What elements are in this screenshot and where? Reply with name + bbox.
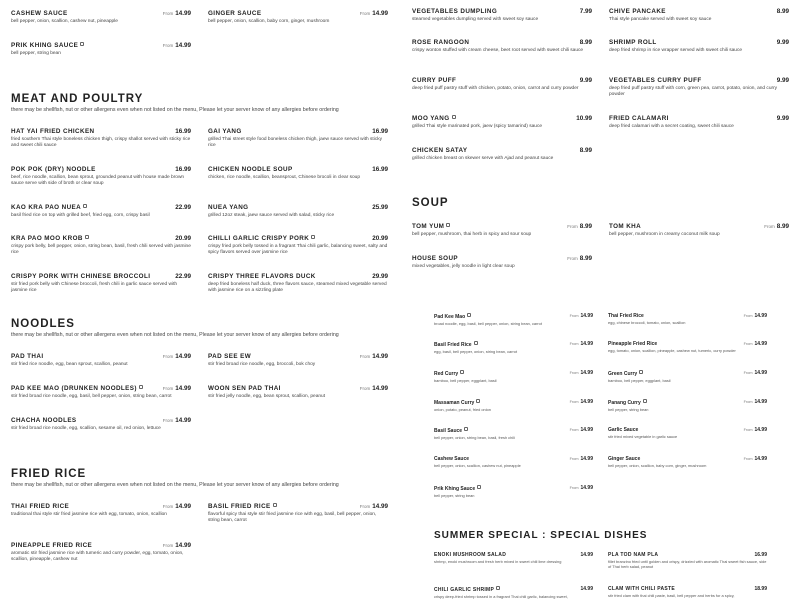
menu-item[interactable] bbox=[11, 203, 191, 219]
item-description: bell pepper, string bean bbox=[608, 407, 649, 412]
item-description: stir fried jelly noodle, egg, bean sprout, scallion, peanut bbox=[208, 394, 326, 399]
image-icon bbox=[476, 399, 480, 403]
image-icon bbox=[496, 586, 500, 590]
item-description: aromatic stir fried jasmine rice with tumeric and curry powder, egg, tomato, onion, scallion, pineapple, cashew nut bbox=[11, 551, 184, 563]
item-price: From 14.99 bbox=[569, 399, 593, 405]
item-name: CASHEW SAUCE bbox=[11, 10, 68, 17]
item-name: Ginger Sauce bbox=[608, 456, 641, 462]
item-price: 25.99 bbox=[372, 204, 388, 211]
item-price: 20.99 bbox=[175, 235, 191, 242]
item-description: crispy deep-fried shrimp tossed in a fragrant Thai chili garlic, balancing sweet, bbox=[434, 594, 568, 599]
menu-item[interactable] bbox=[11, 352, 191, 368]
menu-item[interactable] bbox=[608, 427, 767, 439]
item-price: 16.99 bbox=[175, 128, 191, 135]
item-name: Green Curry bbox=[608, 370, 767, 378]
item-description: deep fried boneless half duck, three flavors sauce, steamed mixed vegetable served with jasmine rice on a sizzling plate bbox=[208, 282, 387, 294]
item-price: From 14.99 bbox=[743, 341, 767, 347]
item-name: VEGETABLES DUMPLING bbox=[412, 8, 498, 15]
item-price: From 14.99 bbox=[743, 456, 767, 462]
menu-item[interactable] bbox=[11, 127, 191, 150]
item-description: mixed vegetables, jelly noodle in light clear soup bbox=[412, 264, 515, 269]
menu-item[interactable] bbox=[608, 341, 767, 353]
menu-item[interactable] bbox=[434, 586, 593, 599]
item-price: From 14.99 bbox=[359, 385, 388, 392]
item-description: bell pepper, onion, scallion, cashew nut, pineapple bbox=[434, 463, 521, 468]
item-description: bell pepper, mushroom, thai herb in spicy and sour soup bbox=[412, 232, 532, 237]
item-description: stir fried broad rice noodle, egg, basil, bell pepper, onion, string bean, carrot bbox=[11, 394, 172, 399]
item-price: From 14.99 bbox=[743, 370, 767, 376]
item-description: crispy pork belly, bell pepper, onion, string bean, basil, fresh chili served with jasmine rice bbox=[11, 244, 191, 256]
item-price: From 14.99 bbox=[569, 456, 593, 462]
section-title-summer-special: SUMMER SPECIAL : SPECIAL DISHES bbox=[434, 530, 648, 541]
item-name: TOM YUM bbox=[412, 222, 592, 231]
item-price: 8.99 bbox=[776, 8, 789, 15]
item-name: Basil Fried Rice bbox=[434, 341, 593, 349]
item-name: CHACHA NOODLES bbox=[11, 417, 77, 424]
menu-item[interactable] bbox=[434, 552, 593, 564]
item-name: CHICKEN SATAY bbox=[412, 147, 468, 154]
item-name: WOON SEN PAD THAI bbox=[208, 385, 281, 392]
item-name: GAI YANG bbox=[208, 128, 242, 135]
image-icon bbox=[311, 235, 315, 239]
menu-item[interactable] bbox=[434, 456, 593, 468]
item-name: CHILLI GARLIC CRISPY PORK bbox=[208, 234, 388, 243]
item-price: 8.99 bbox=[579, 39, 592, 46]
menu-item[interactable] bbox=[208, 272, 388, 295]
item-name: Basil Sauce bbox=[434, 427, 593, 435]
item-price: 22.99 bbox=[175, 204, 191, 211]
menu-item[interactable] bbox=[208, 165, 388, 181]
image-icon bbox=[460, 370, 464, 374]
item-name: MOO YANG bbox=[412, 114, 592, 123]
item-price: 16.99 bbox=[175, 166, 191, 173]
item-name: PINEAPPLE FRIED RICE bbox=[11, 542, 93, 549]
item-name: NUEA YANG bbox=[208, 204, 249, 211]
menu-item[interactable] bbox=[11, 416, 191, 432]
item-name: PLA TOD NAM PLA bbox=[608, 552, 659, 558]
item-price: From 14.99 bbox=[359, 353, 388, 360]
item-price: From 14.99 bbox=[162, 385, 191, 392]
item-name: Garlic Sauce bbox=[608, 427, 639, 433]
menu-item[interactable] bbox=[11, 502, 191, 518]
item-name: CHILI GARLIC SHRIMP bbox=[434, 586, 593, 594]
item-description: fillet branzino fried until golden and crispy, drizzled with aromatic Thai sweet fish sauce, side of Thai herb salad, peanut bbox=[608, 559, 767, 570]
item-description: bell pepper, string bean bbox=[434, 493, 475, 498]
image-icon bbox=[477, 485, 481, 489]
item-price: From 8.99 bbox=[567, 255, 592, 262]
item-description: fried southern Thai style boneless chicken thigh, crispy shallot served with sticky rice and sweet chili sauce bbox=[11, 137, 191, 149]
menu-item[interactable] bbox=[208, 127, 388, 150]
menu-item[interactable] bbox=[11, 272, 191, 295]
allergy-note: there may be shellfish, nut or other allergens even when not listed on the menu, Please let your server know of any allergies before ordering bbox=[11, 107, 339, 113]
image-icon bbox=[643, 399, 647, 403]
item-description: deep fried calamari with a secret coating, sweet chili sauce bbox=[609, 124, 734, 129]
menu-item[interactable] bbox=[412, 76, 592, 92]
item-name: Massaman Curry bbox=[434, 399, 593, 407]
menu-item[interactable] bbox=[11, 165, 191, 188]
item-name: KRA PAO MOO KROB bbox=[11, 234, 191, 243]
item-name: PAD THAI bbox=[11, 353, 44, 360]
section-title-meat: MEAT AND POULTRY bbox=[11, 93, 144, 105]
item-name: BASIL FRIED RICE bbox=[208, 502, 388, 511]
item-description: stir fried mixed vegetable in garlic sauce bbox=[608, 434, 678, 439]
item-price: 16.99 bbox=[372, 128, 388, 135]
item-name: CURRY PUFF bbox=[412, 77, 457, 84]
item-description: egg, basil, bell pepper, onion, string bean, carrot bbox=[434, 349, 518, 354]
item-description: bell pepper, onion, scallion, cashew nut, pineapple bbox=[11, 19, 118, 24]
item-description: bamboo, bell pepper, eggplant, basil bbox=[434, 378, 497, 383]
item-price: 10.99 bbox=[576, 115, 592, 122]
menu-item[interactable] bbox=[208, 502, 388, 525]
item-description: egg, chinese broccoli, tomato, onion, scallion bbox=[608, 320, 686, 325]
menu-item[interactable] bbox=[434, 399, 593, 412]
item-description: bell pepper, string bean bbox=[11, 51, 61, 56]
image-icon bbox=[83, 204, 87, 208]
item-name: HAT YAI FRIED CHICKEN bbox=[11, 128, 95, 135]
image-icon bbox=[446, 223, 450, 227]
item-description: shrimp, enoki mushroom and fresh herb mixed in sweet chili lime dressing bbox=[434, 559, 562, 564]
menu-item[interactable] bbox=[208, 234, 388, 257]
item-price: 9.99 bbox=[776, 115, 789, 122]
item-price: From 14.99 bbox=[162, 503, 191, 510]
menu-item[interactable] bbox=[608, 370, 767, 383]
item-price: From 14.99 bbox=[569, 370, 593, 376]
menu-item[interactable] bbox=[434, 313, 593, 326]
item-description: bell pepper, mushroom in creamy coconut milk soup bbox=[609, 232, 720, 237]
menu-item[interactable] bbox=[11, 41, 191, 57]
item-description: beef, rice noodle, scallion, bean sprout, grounded peanut with house made brown sauce serve with side of broth or clear soup bbox=[11, 175, 185, 187]
item-price: 9.99 bbox=[776, 77, 789, 84]
menu-item[interactable] bbox=[412, 146, 592, 162]
item-price: 14.99 bbox=[580, 552, 593, 558]
section-title-noodles: NOODLES bbox=[11, 318, 75, 330]
item-price: From 14.99 bbox=[743, 399, 767, 405]
item-name: PRIK KHING SAUCE bbox=[11, 41, 191, 50]
item-description: bell pepper, onion, scallion, baby corn, ginger, mushroom bbox=[608, 463, 707, 468]
item-price: 16.99 bbox=[372, 166, 388, 173]
menu-item[interactable] bbox=[609, 7, 789, 23]
item-name: Pad Kee Mao bbox=[434, 313, 593, 321]
menu-item[interactable] bbox=[412, 38, 592, 54]
image-icon bbox=[474, 341, 478, 345]
item-price: From 14.99 bbox=[743, 313, 767, 319]
item-description: steamed vegetables dumpling served with sweet soy sauce bbox=[412, 17, 539, 22]
item-description: grilled 12oz steak, jaew sauce served with salad, sticky rice bbox=[208, 213, 335, 218]
item-description: egg, tomato, onion, scallion, pineapple, cashew nut, tumeric, curry powder bbox=[608, 348, 736, 353]
item-description: grilled Thai street style food boneless chicken thigh, jaew sauce served with sticky rice bbox=[208, 137, 383, 149]
menu-item[interactable] bbox=[434, 341, 593, 354]
item-name: PAD SEE EW bbox=[208, 353, 252, 360]
item-name: POK POK (DRY) NOODLE bbox=[11, 166, 96, 173]
item-description: grilled chicken breast on skewer serve with Ajad and peanut sauce bbox=[412, 156, 554, 161]
item-name: Red Curry bbox=[434, 370, 593, 378]
section-title-soup: SOUP bbox=[412, 197, 449, 209]
item-description: bell pepper, onion, scallion, baby corn, ginger, mushroom bbox=[208, 19, 330, 24]
menu-item[interactable] bbox=[608, 586, 767, 598]
menu-item[interactable] bbox=[412, 7, 592, 23]
menu-item[interactable] bbox=[608, 313, 767, 325]
image-icon bbox=[85, 235, 89, 239]
item-price: From 8.99 bbox=[567, 223, 592, 230]
image-icon bbox=[639, 370, 643, 374]
item-price: 20.99 bbox=[372, 235, 388, 242]
item-description: deep fried puff pastry stuff with corn, green pea, carrot, potato, onion, and curry powder bbox=[609, 86, 778, 98]
image-icon bbox=[452, 115, 456, 119]
item-name: ROSE RANGOON bbox=[412, 39, 470, 46]
menu-item[interactable] bbox=[208, 384, 388, 400]
menu-item[interactable] bbox=[412, 254, 592, 270]
allergy-note: there may be shellfish, nut or other allergens even when not listed on the menu, Please let your server know of any allergies before ordering bbox=[11, 482, 339, 488]
item-name: Thai Fried Rice bbox=[608, 313, 644, 319]
item-name: CRISPY PORK WITH CHINESE BROCCOLI bbox=[11, 273, 151, 280]
item-price: 14.99 bbox=[580, 586, 593, 592]
menu-item[interactable] bbox=[434, 485, 593, 498]
menu-item[interactable] bbox=[11, 234, 191, 257]
item-description: crispy fried pork belly tossed in a fragrant Thai chili garlic, balancing sweet, salty and spicy flavors served over jasmine rice bbox=[208, 244, 388, 256]
item-description: traditional thai style stir fried jasmine rice with egg, tomato, onion, scallion bbox=[11, 512, 167, 517]
item-name: Cashew Sauce bbox=[434, 456, 470, 462]
item-description: basil fried rice on top with grilled beef, fried egg, corn, crispy basil bbox=[11, 213, 150, 218]
menu-item[interactable] bbox=[608, 399, 767, 412]
item-name: ENOKI MUSHROOM SALAD bbox=[434, 552, 507, 558]
item-price: From 14.99 bbox=[569, 485, 593, 491]
menu-item[interactable] bbox=[208, 203, 388, 219]
item-description: stir fried pork belly with Chinese broccoli, fresh chili in garlic sauce served with jasmine rice bbox=[11, 282, 178, 294]
menu-item[interactable] bbox=[412, 114, 592, 130]
item-name: Pineapple Fried Rice bbox=[608, 341, 658, 347]
item-name: CHICKEN NOODLE SOUP bbox=[208, 166, 293, 173]
item-name: Panang Curry bbox=[608, 399, 767, 407]
menu-item[interactable] bbox=[609, 222, 789, 238]
item-price: From 14.99 bbox=[162, 353, 191, 360]
item-price: From 14.99 bbox=[162, 42, 191, 49]
item-price: From 8.99 bbox=[764, 223, 789, 230]
item-price: 22.99 bbox=[175, 273, 191, 280]
item-price: 8.99 bbox=[579, 147, 592, 154]
item-price: 16.99 bbox=[754, 552, 767, 558]
menu-item[interactable] bbox=[11, 384, 191, 400]
image-icon bbox=[467, 313, 471, 317]
item-name: TOM KHA bbox=[609, 223, 642, 230]
item-price: From 14.99 bbox=[359, 10, 388, 17]
item-description: deep fried puff pastry stuff with chicken, potato, onion, carrot and curry powder bbox=[412, 86, 579, 91]
item-description: onion, potato, peanut, fried onion bbox=[434, 407, 491, 412]
item-name: SHRIMP ROLL bbox=[609, 39, 657, 46]
item-price: From 14.99 bbox=[569, 313, 593, 319]
menu-item[interactable] bbox=[412, 222, 592, 238]
item-name: HOUSE SOUP bbox=[412, 255, 458, 262]
item-price: 18.99 bbox=[754, 586, 767, 592]
item-description: chicken, rice noodle, scallion, beansprout, Chinese brocoli in clear soup bbox=[208, 175, 360, 180]
item-price: 29.99 bbox=[372, 273, 388, 280]
item-name: THAI FRIED RICE bbox=[11, 503, 70, 510]
item-name: CHIVE PANCAKE bbox=[609, 8, 666, 15]
item-description: stir fried broad rice noodle, egg, broccoli, bok choy bbox=[208, 362, 316, 367]
menu-item[interactable] bbox=[208, 9, 388, 25]
item-description: flavorful spicy thai style stir fried jasmine rice with egg, basil, bell pepper, onion, string bean, carrot bbox=[208, 512, 377, 524]
item-price: From 14.99 bbox=[569, 427, 593, 433]
item-price: From 14.99 bbox=[743, 427, 767, 433]
image-icon bbox=[80, 42, 84, 46]
item-name: FRIED CALAMARI bbox=[609, 115, 669, 122]
item-description: stir fried broad rice noodle, egg, scallion, sesame oil, red onion, lettuce bbox=[11, 426, 161, 431]
image-icon bbox=[139, 385, 143, 389]
item-name: PAD KEE MAO (DRUNKEN NOODLES) bbox=[11, 384, 191, 393]
item-name: Prik Khing Sauce bbox=[434, 485, 593, 493]
allergy-note: there may be shellfish, nut or other allergens even when not listed on the menu, Please let your server know of any allergies before ordering bbox=[11, 332, 339, 338]
image-icon bbox=[273, 503, 277, 507]
item-name: CRISPY THREE FLAVORS DUCK bbox=[208, 273, 316, 280]
item-name: GINGER SAUCE bbox=[208, 10, 262, 17]
item-name: CLAM WITH CHILI PASTE bbox=[608, 586, 676, 592]
menu-item[interactable] bbox=[434, 370, 593, 383]
menu-item[interactable] bbox=[434, 427, 593, 440]
item-description: deep fried shrimp in rice wrapper served with sweet chili sauce bbox=[609, 48, 743, 53]
menu-item[interactable] bbox=[11, 541, 191, 564]
menu-item[interactable] bbox=[11, 9, 191, 25]
menu-item[interactable] bbox=[609, 76, 789, 99]
menu-item[interactable] bbox=[608, 552, 767, 569]
item-name: VEGETABLES CURRY PUFF bbox=[609, 77, 702, 84]
item-price: From 14.99 bbox=[359, 503, 388, 510]
item-description: Thai style pancake served with sweet soy sauce bbox=[609, 17, 712, 22]
menu-item[interactable] bbox=[609, 38, 789, 54]
image-icon bbox=[464, 427, 468, 431]
item-price: 7.99 bbox=[579, 8, 592, 15]
item-price: From 14.99 bbox=[162, 542, 191, 549]
item-description: stir fried clam with thai chili paste, basil, bell pepper and herbs for a spicy, bbox=[608, 593, 735, 598]
item-price: From 14.99 bbox=[162, 10, 191, 17]
item-description: bell pepper, onion, string bean, basil, fresh chili bbox=[434, 435, 515, 440]
section-title-fried-rice: FRIED RICE bbox=[11, 468, 87, 480]
item-description: stir fried rice noodle, egg, bean sprout, scallion, peanut bbox=[11, 362, 128, 367]
item-price: 9.99 bbox=[776, 39, 789, 46]
item-price: 9.99 bbox=[579, 77, 592, 84]
item-description: broad noodle, egg, basil, bell pepper, onion, string bean, carrot bbox=[434, 321, 542, 326]
item-description: grilled Thai style marinated pork, jaew (spicy tamarind) sauce bbox=[412, 124, 543, 129]
item-price: From 14.99 bbox=[162, 417, 191, 424]
menu-item[interactable] bbox=[208, 352, 388, 368]
menu-item[interactable] bbox=[608, 456, 767, 468]
item-description: crispy wonton stuffed with cream cheese, beet root served with sweet chili sauce bbox=[412, 48, 584, 53]
item-description: bamboo, bell pepper, eggplant, basil bbox=[608, 378, 671, 383]
item-name: KAO KRA PAO NUEA bbox=[11, 203, 191, 212]
menu-item[interactable] bbox=[609, 114, 789, 130]
item-price: From 14.99 bbox=[569, 341, 593, 347]
